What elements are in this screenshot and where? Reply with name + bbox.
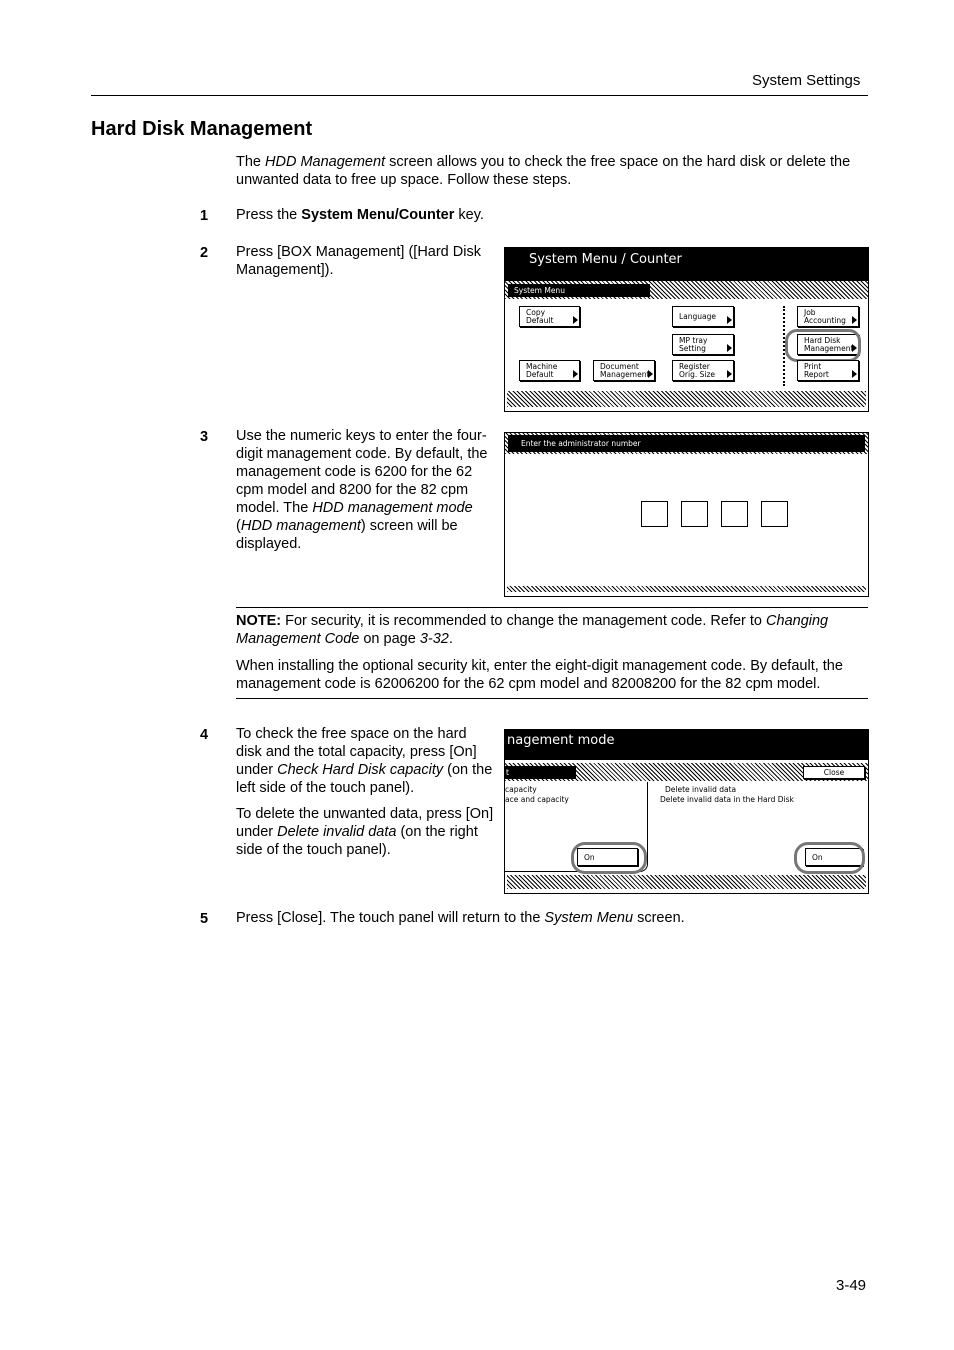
note-paragraph <box>236 612 861 648</box>
check-capacity-on-button[interactable]: On <box>577 848 638 866</box>
step-4-em1: Check Hard Disk capacity <box>277 762 444 778</box>
note-top-rule <box>236 607 868 608</box>
highlight-ring <box>571 842 647 874</box>
page-number: 3-49 <box>836 1277 867 1294</box>
note-em: Changing Management Code <box>236 613 829 647</box>
bottom-bar <box>507 875 866 889</box>
button-label: Management <box>600 370 650 379</box>
button-label: Default <box>526 316 554 325</box>
intro-text-em: HDD Management <box>265 154 386 170</box>
header-rule <box>91 95 868 96</box>
step-1-text <box>236 206 856 224</box>
step-4-text-1 <box>236 725 494 797</box>
step-2-number: 2 <box>200 245 209 261</box>
right-panel-desc: Delete invalid data in the Hard Disk <box>660 795 794 804</box>
step-4-c: To delete the unwanted data, press [On] under <box>236 806 494 840</box>
step-4-a: To check the free space on the hard disk and the total capacity, press [On] under <box>236 726 477 778</box>
button-label: Copy <box>526 308 546 317</box>
step-5-a: Press [Close]. The touch panel will return to the <box>236 910 545 926</box>
note-page-ref: 3-32 <box>419 631 449 647</box>
intro-paragraph <box>236 153 856 189</box>
button-label: Hard Disk <box>804 336 841 345</box>
copy-default-button[interactable] <box>519 306 580 327</box>
arrow-right-icon <box>727 344 732 352</box>
step-1-c: key. <box>454 207 484 223</box>
arrow-right-icon <box>727 316 732 324</box>
note-b: on page <box>359 631 420 647</box>
button-label: Document <box>600 362 639 371</box>
digit-box-2[interactable] <box>681 501 708 527</box>
step-3-number: 3 <box>200 429 209 445</box>
button-label: Accounting <box>804 316 846 325</box>
highlight-ring <box>794 842 865 874</box>
button-label: Setting <box>679 344 706 353</box>
step-5-em: System Menu <box>544 910 634 926</box>
step-4-number: 4 <box>200 727 209 743</box>
note-paragraph-2: When installing the optional security kit, enter the eight-digit management code. By default, the management code is 62006200 for the 62 cpm model and 82008200 for the 82 cpm model. <box>236 658 843 692</box>
button-label: MP tray <box>679 336 708 345</box>
digit-box-1[interactable] <box>641 501 668 527</box>
system-menu-screen <box>504 247 869 412</box>
button-label: Default <box>526 370 554 379</box>
button-label: Register <box>679 362 710 371</box>
screen-title: nagement mode <box>505 730 868 760</box>
button-label: Orig. Size <box>679 370 715 379</box>
note-bottom-rule <box>236 698 868 699</box>
arrow-right-icon <box>573 370 578 378</box>
hdd-management-screen <box>504 729 869 894</box>
step-3-a: Use the numeric keys to enter the four-digit management code. By default, the management code is 6200 for the 62 cpm model and 8200 for the 82 cpm model. The <box>236 428 488 516</box>
button-label: Language <box>679 312 717 321</box>
step-3-text <box>236 427 494 553</box>
arrow-right-icon <box>727 370 732 378</box>
arrow-right-icon <box>852 370 857 378</box>
step-3-em2: HDD management <box>240 518 361 534</box>
job-accounting-button[interactable] <box>797 306 859 327</box>
step-5-text <box>236 909 856 927</box>
step-1-key: System Menu/Counter <box>301 207 455 223</box>
step-1-a: Press the <box>236 207 302 223</box>
step-4-text-2 <box>236 805 494 859</box>
delete-invalid-on-button[interactable]: On <box>805 848 863 866</box>
mp-tray-setting-button[interactable] <box>672 334 734 355</box>
close-button[interactable]: Close <box>803 766 865 779</box>
machine-default-button[interactable] <box>519 360 580 381</box>
bottom-bar <box>507 391 866 407</box>
step-3-em1: HDD management mode <box>312 500 473 516</box>
step-3-c: ) screen will be displayed. <box>236 518 458 552</box>
step-4-d: (on the right side of the touch panel). <box>236 824 478 858</box>
button-label: Machine <box>526 362 558 371</box>
page-title: Hard Disk Management <box>91 118 313 140</box>
arrow-right-icon <box>852 316 857 324</box>
bottom-bar <box>507 586 866 592</box>
section-header: System Settings <box>752 72 861 89</box>
note-label: NOTE: <box>236 613 282 629</box>
step-5-b: screen. <box>633 910 685 926</box>
left-panel-desc: ace and capacity <box>505 795 569 804</box>
admin-prompt: Enter the administrator number <box>508 435 865 452</box>
note-c: . <box>448 631 453 647</box>
step-4-em2: Delete invalid data <box>277 824 397 840</box>
column-divider <box>783 306 785 386</box>
digit-box-4[interactable] <box>761 501 788 527</box>
tab-hdd-management[interactable]: t <box>505 766 576 779</box>
button-label: Management <box>804 344 854 353</box>
highlight-ring <box>785 329 861 362</box>
step-3-b: ( <box>236 518 241 534</box>
arrow-right-icon <box>648 370 653 378</box>
button-label: Job <box>804 308 816 317</box>
language-button[interactable] <box>672 306 734 327</box>
intro-text-b: screen allows you to check the free space on the hard disk or delete the unwanted data to free up space. Follow these steps. <box>236 154 851 188</box>
step-5-number: 5 <box>200 911 209 927</box>
register-orig-size-button[interactable] <box>672 360 734 381</box>
admin-number-screen <box>504 432 869 597</box>
arrow-right-icon <box>573 316 578 324</box>
intro-text-a: The <box>236 154 266 170</box>
step-2-text: Press [BOX Management] ([Hard Disk Management]). <box>236 244 481 278</box>
tab-system-menu[interactable]: System Menu <box>508 284 650 297</box>
right-panel-heading: Delete invalid data <box>665 785 737 794</box>
note-a: For security, it is recommended to change the management code. Refer to <box>281 613 767 629</box>
button-label: Print <box>804 362 822 371</box>
button-label: Report <box>804 370 829 379</box>
screen-title: System Menu / Counter <box>505 248 868 281</box>
step-4-b: (on the left side of the touch panel). <box>236 762 493 796</box>
step-1-number: 1 <box>200 208 209 224</box>
left-panel-heading: capacity <box>505 785 537 794</box>
print-report-button[interactable] <box>797 360 859 381</box>
document-management-button[interactable] <box>593 360 655 381</box>
digit-box-3[interactable] <box>721 501 748 527</box>
